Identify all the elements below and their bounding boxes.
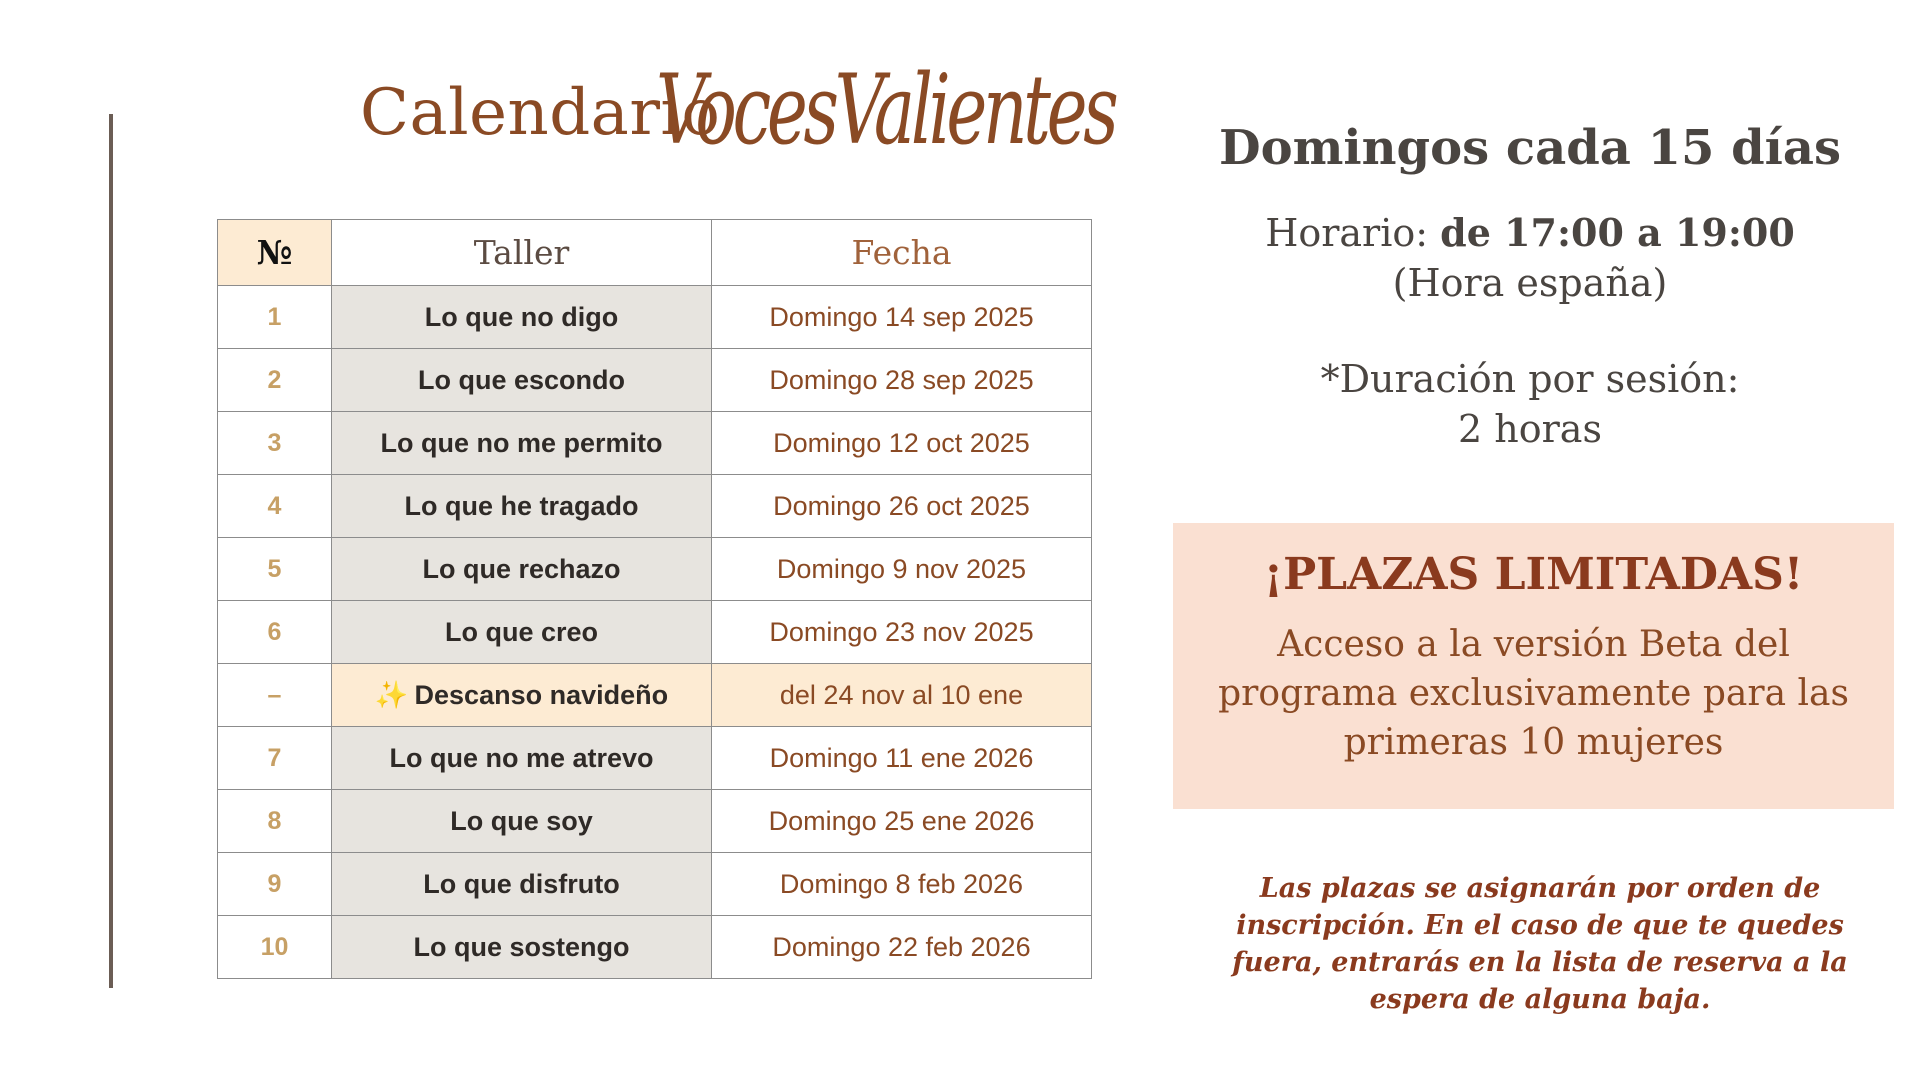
taller-name: Lo que creo: [444, 616, 599, 647]
schedule-table: [217, 219, 1092, 979]
row-number: 3: [218, 412, 332, 475]
schedule-label: Horario:: [1265, 211, 1441, 255]
taller-name: Lo que disfruto: [423, 868, 620, 899]
table-row: [218, 664, 1092, 727]
table-header-row: [218, 220, 1092, 286]
taller-name: Lo que rechazo: [422, 553, 621, 584]
table-row: [218, 790, 1092, 853]
sparkles-icon: ✨: [374, 680, 409, 710]
header-number: №: [218, 220, 332, 286]
page-title: [360, 54, 1115, 180]
taller-name: Lo que no me atrevo: [389, 742, 654, 773]
left-divider-rule: [109, 114, 113, 988]
row-number: –: [218, 664, 332, 727]
schedule-block: [1170, 208, 1890, 308]
duration-text: *Duración por sesión: 2 horas: [1320, 357, 1740, 451]
table-row: [218, 475, 1092, 538]
schedule-time: de 17:00 a 19:00: [1440, 210, 1795, 255]
taller-name: Lo que he tragado: [404, 490, 639, 521]
row-number: 1: [218, 286, 332, 349]
row-fecha: Domingo 23 nov 2025: [712, 601, 1092, 664]
title-script-text: VocesValientes: [656, 54, 1115, 166]
waitlist-note: Las plazas se asignarán por orden de inscripción. En el caso de que te quedes fuera, entrarás en la lista de reserva a la espera de alguna baja.: [1232, 873, 1848, 1015]
row-taller: [332, 475, 712, 538]
row-taller: [332, 538, 712, 601]
row-number: 7: [218, 727, 332, 790]
title-plain-text: Calendario: [360, 76, 721, 150]
table-row: [218, 601, 1092, 664]
row-taller: [332, 349, 712, 412]
row-taller: [332, 601, 712, 664]
row-fecha: Domingo 25 ene 2026: [712, 790, 1092, 853]
row-fecha: Domingo 9 nov 2025: [712, 538, 1092, 601]
row-number: 5: [218, 538, 332, 601]
row-number: 9: [218, 853, 332, 916]
schedule-line: [1170, 208, 1890, 258]
table-row: [218, 727, 1092, 790]
promo-title: ¡PLAZAS LIMITADAS!: [1263, 549, 1804, 600]
row-taller: [332, 412, 712, 475]
taller-name: Lo que sostengo: [413, 931, 630, 962]
row-number: 8: [218, 790, 332, 853]
taller-name: Lo que no me permito: [380, 427, 663, 458]
table-row: [218, 412, 1092, 475]
table-row: [218, 853, 1092, 916]
limited-spots-panel: [1173, 523, 1894, 809]
table-row: [218, 916, 1092, 979]
row-taller: [332, 916, 712, 979]
row-fecha: Domingo 8 feb 2026: [712, 853, 1092, 916]
promo-text: Acceso a la versión Beta del programa exclusivamente para las primeras 10 mujeres: [1218, 624, 1849, 763]
row-fecha: Domingo 14 sep 2025: [712, 286, 1092, 349]
row-taller: [332, 853, 712, 916]
row-taller: [332, 664, 712, 727]
taller-name: Lo que escondo: [417, 364, 625, 395]
taller-name: Lo que soy: [450, 805, 593, 836]
header-taller: Taller: [332, 220, 712, 286]
row-taller: [332, 727, 712, 790]
row-number: 4: [218, 475, 332, 538]
row-number: 6: [218, 601, 332, 664]
header-fecha: Fecha: [712, 220, 1092, 286]
row-number: 10: [218, 916, 332, 979]
row-fecha: Domingo 28 sep 2025: [712, 349, 1092, 412]
row-taller: [332, 286, 712, 349]
row-fecha: Domingo 26 oct 2025: [712, 475, 1092, 538]
frequency-heading: Domingos cada 15 días: [1218, 120, 1841, 176]
table-row: [218, 349, 1092, 412]
row-fecha: Domingo 12 oct 2025: [712, 412, 1092, 475]
row-fecha: Domingo 11 ene 2026: [712, 727, 1092, 790]
row-fecha: Domingo 22 feb 2026: [712, 916, 1092, 979]
taller-name: Descanso navideño: [414, 680, 669, 710]
table-row: [218, 286, 1092, 349]
row-number: 2: [218, 349, 332, 412]
row-fecha: del 24 nov al 10 ene: [712, 664, 1092, 727]
taller-name: Lo que no digo: [424, 301, 619, 332]
table-row: [218, 538, 1092, 601]
timezone-label: (Hora españa): [1392, 261, 1668, 305]
row-taller: [332, 790, 712, 853]
